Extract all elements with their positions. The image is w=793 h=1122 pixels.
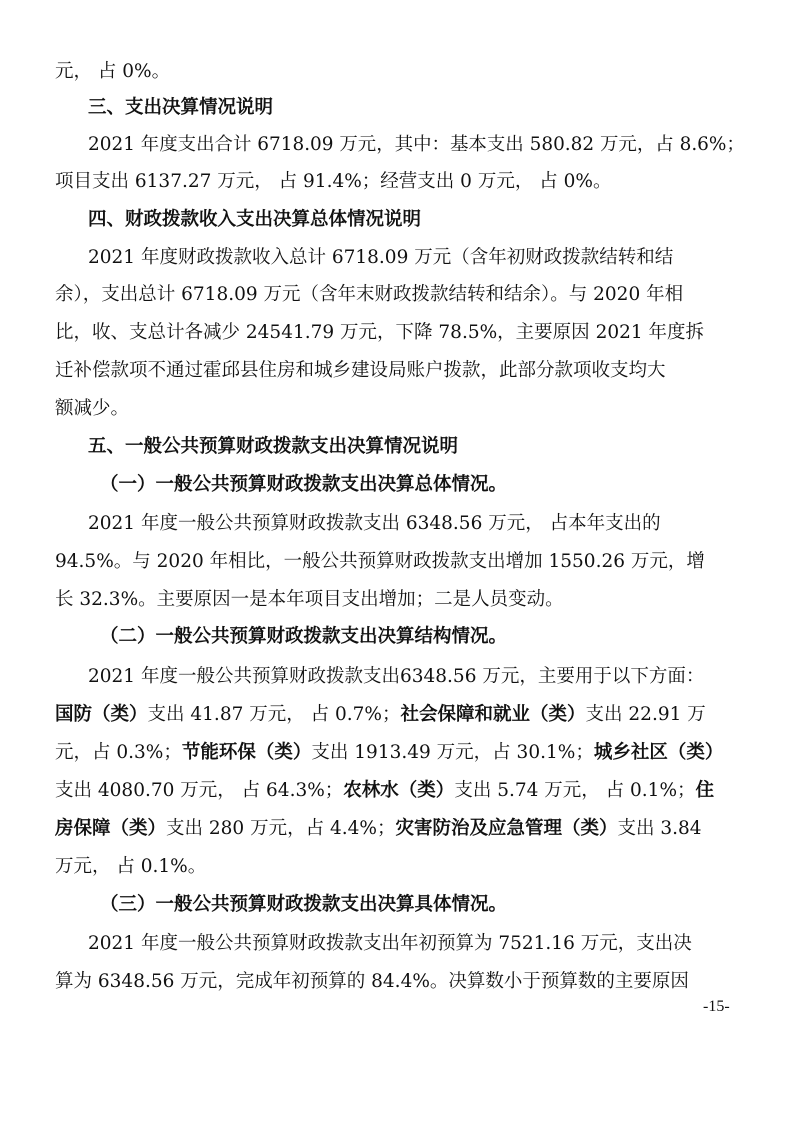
paragraph-line: 国防（类）支出 41.87 万元， 占 0.7%；社会保障和就业（类）支出 22.91 万 xyxy=(55,704,706,725)
subsection-heading-3: （三）一般公共预算财政拨款支出决算具体情况。 xyxy=(100,894,508,915)
paragraph-line: 项目支出 6137.27 万元， 占 91.4%；经营支出 0 万元， 占 0%。 xyxy=(55,171,612,192)
paragraph-line: 2021 年度一般公共预算财政拨款支出年初预算为 7521.16 万元，支出决 xyxy=(88,933,692,954)
paragraph-line: 余），支出总计 6718.09 万元（含年末财政拨款结转和结余）。与 2020 年相 xyxy=(55,284,684,305)
category-label: 国防（类） xyxy=(55,704,148,725)
paragraph-line: 2021 年度支出合计 6718.09 万元，其中：基本支出 580.82 万元，占 8.6%； xyxy=(88,134,745,155)
category-label: 农林水（类） xyxy=(343,780,455,801)
section-heading-5: 五、一般公共预算财政拨款支出决算情况说明 xyxy=(88,436,459,457)
paragraph-line: 额减少。 xyxy=(55,398,130,419)
subsection-heading-2: （二）一般公共预算财政拨款支出决算结构情况。 xyxy=(100,626,508,647)
paragraph-line: 房保障（类）支出 280 万元，占 4.4%；灾害防治及应急管理（类）支出 3.84 xyxy=(55,818,702,839)
paragraph-line: 2021 年度财政拨款收入总计 6718.09 万元（含年初财政拨款结转和结 xyxy=(88,247,674,268)
category-label: 城乡社区（类） xyxy=(593,742,724,763)
paragraph-line: 万元， 占 0.1%。 xyxy=(55,856,207,877)
subsection-heading-1: （一）一般公共预算财政拨款支出决算总体情况。 xyxy=(100,474,508,495)
paragraph-line: 94.5%。与 2020 年相比，一般公共预算财政拨款支出增加 1550.26 万元，增 xyxy=(55,551,705,572)
category-label: 住 xyxy=(695,780,715,801)
paragraph-line: 比，收、支总计各减少 24541.79 万元，下降 78.5%，主要原因 2021 年度拆 xyxy=(55,322,705,343)
paragraph-line: 元，占 0.3%；节能环保（类）支出 1913.49 万元，占 30.1%；城乡社区（类） xyxy=(55,742,724,763)
paragraph-line: 长 32.3%。主要原因一是本年项目支出增加；二是人员变动。 xyxy=(55,589,564,610)
category-label: 灾害防治及应急管理（类） xyxy=(395,818,618,839)
section-heading-3: 三、支出决算情况说明 xyxy=(88,97,274,118)
paragraph-line: 2021 年度一般公共预算财政拨款支出6348.56 万元，主要用于以下方面： xyxy=(88,666,705,687)
paragraph-line: 算为 6348.56 万元，完成年初预算的 84.4%。决算数小于预算数的主要原因 xyxy=(55,971,689,992)
paragraph-line: 2021 年度一般公共预算财政拨款支出 6348.56 万元， 占本年支出的 xyxy=(88,513,661,534)
page-number: -15- xyxy=(703,998,730,1015)
paragraph-line: 元， 占 0%。 xyxy=(55,61,171,82)
category-label: 节能环保（类） xyxy=(181,742,312,763)
category-label: 社会保障和就业（类） xyxy=(400,704,586,725)
section-heading-4: 四、财政拨款收入支出决算总体情况说明 xyxy=(88,209,422,230)
category-label: 房保障（类） xyxy=(55,818,167,839)
paragraph-line: 迁补偿款项不通过霍邱县住房和城乡建设局账户拨款，此部分款项收支均大 xyxy=(55,360,666,381)
paragraph-line: 支出 4080.70 万元， 占 64.3%；农林水（类）支出 5.74 万元， 占 0.1%；住 xyxy=(55,780,715,801)
